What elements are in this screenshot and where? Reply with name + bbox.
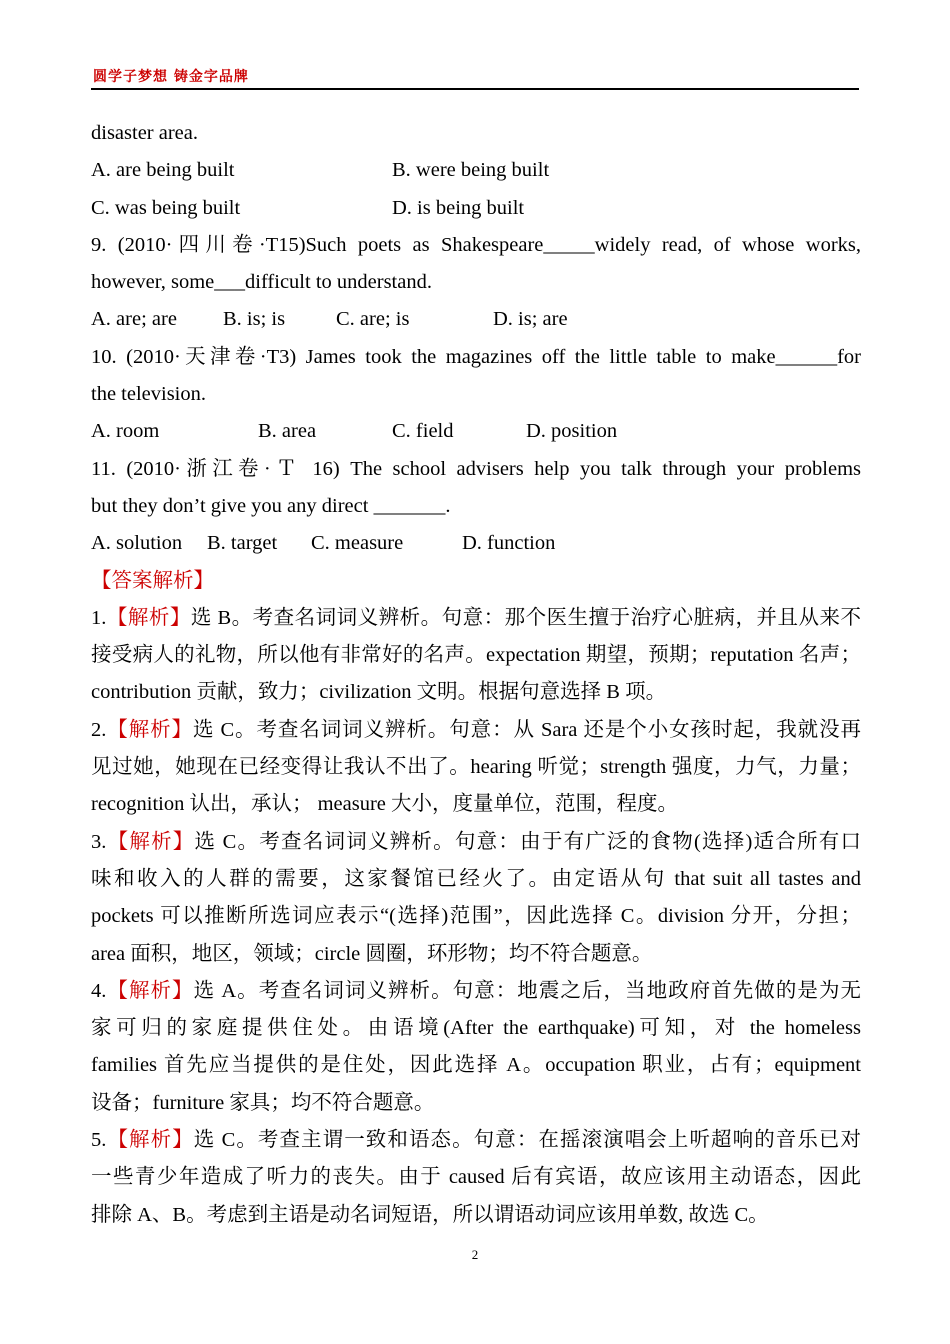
q11-options <box>91 525 861 562</box>
answer-5-text: 选 C。考查主谓一致和语态。句意：在摇滚演唱会上听超响的音乐已对 <box>193 1129 862 1152</box>
answer-3-line-4: area 面积，地区，领域；circle 圆圈，环形物；均不符合题意。 <box>91 942 653 965</box>
q8-option-d: D. is being built <box>392 196 525 219</box>
q9-option-b: B. is; is <box>223 308 286 331</box>
answer-5-tag: 【解析】 <box>106 1129 194 1152</box>
q11-stem-line-1: 11. (2010·浙江卷·Ｔ 16) The school advisers help you talk through your problems <box>91 457 861 480</box>
q8-continuation: disaster area. <box>91 122 198 144</box>
q10-option-d: D. position <box>526 420 618 443</box>
q8-option-c: C. was being built <box>91 196 241 219</box>
answer-1-text: 选 B。考查名词词义辨析。句意：那个医生擅于治疗心脏病，并且从来不 <box>190 606 862 629</box>
answer-3-line-3: pockets 可以推断所选词应表示“(选择)范围”，因此选择 C。division 分开，分担； <box>91 905 861 928</box>
q9-stem-line-1: 9. (2010·四川卷·T15)Such poets as Shakespeare_____widely read, of whose works, <box>91 233 861 256</box>
answer-3-number: 3. <box>91 830 107 853</box>
q8-option-a: A. are being built <box>91 159 235 182</box>
answer-3-line-2: 味和收入的人群的需要，这家餐馆已经火了。由定语从句 that suit all tastes and <box>91 867 861 890</box>
answer-3-tag: 【解析】 <box>106 830 195 853</box>
answer-section-title: 【答案解析】 <box>91 569 214 592</box>
q9-stem-line-2: however, some___difficult to understand. <box>91 271 432 294</box>
q10-options <box>91 413 861 450</box>
answer-5-number: 5. <box>91 1129 107 1152</box>
answer-1-line-1 <box>91 600 861 637</box>
q11-stem-line-2: but they don’t give you any direct _______. <box>91 494 451 517</box>
answer-2-tag: 【解析】 <box>106 718 193 741</box>
q10-stem-line-2: the television. <box>91 383 207 406</box>
answer-4-number: 4. <box>91 979 107 1002</box>
answer-3-line-1 <box>91 824 861 861</box>
q9-options <box>91 301 861 338</box>
q10-option-a: A. room <box>91 420 160 443</box>
answer-3-text: 选 C。考查名词词义辨析。句意：由于有广泛的食物(选择)适合所有口 <box>194 830 861 853</box>
answer-4-line-4: 设备；furniture 家具；均不符合题意。 <box>91 1091 435 1114</box>
answer-2-line-3: recognition 认出，承认； measure 大小，度量单位，范围，程度。 <box>91 793 679 816</box>
answer-5-line-1 <box>91 1122 861 1159</box>
q11-option-b: B. target <box>207 532 278 555</box>
answer-1-tag: 【解析】 <box>106 606 191 629</box>
answer-1-number: 1. <box>91 606 107 629</box>
page-number: 2 <box>471 1247 479 1262</box>
answer-4-text: 选 A。考查名词词义辨析。句意：地震之后，当地政府首先做的是为无 <box>193 979 861 1002</box>
answer-5-line-2: 一些青少年造成了听力的丧失。由于 caused 后有宾语，故应该用主动语态，因此 <box>91 1166 861 1189</box>
answer-2-line-1 <box>91 712 861 749</box>
q9-option-c: C. are; is <box>336 308 410 331</box>
page-content <box>91 115 861 1234</box>
q9-option-d: D. is; are <box>493 308 568 331</box>
page-header <box>91 66 859 90</box>
answer-4-line-1 <box>91 973 861 1010</box>
header-brand: 圆学子梦想 铸金字品牌 <box>93 69 249 85</box>
answer-1-line-3: contribution 贡献，致力；civilization 文明。根据句意选择 B 项。 <box>91 681 667 704</box>
answer-2-line-2: 见过她，她现在已经变得让我认不出了。hearing 听觉；strength 强度，力气，力量； <box>91 756 861 779</box>
q9-option-a: A. are; are <box>91 308 177 331</box>
answer-4-tag: 【解析】 <box>106 979 194 1002</box>
q10-option-b: B. area <box>258 420 317 443</box>
q10-option-c: C. field <box>392 420 454 443</box>
q11-option-a: A. solution <box>91 532 183 555</box>
q11-option-d: D. function <box>462 532 556 555</box>
q10-stem-line-1: 10. (2010·天津卷·T3) James took the magazines off the little table to make______for <box>91 345 861 368</box>
answer-5-line-3: 排除 A、B。考虑到主语是动名词短语，所以谓语动词应该用单数, 故选 C。 <box>91 1203 769 1226</box>
q8-option-b: B. were being built <box>392 159 550 182</box>
answer-4-line-3: families 首先应当提供的是住处，因此选择 A。occupation 职业，占有；equipment <box>91 1054 861 1077</box>
q8-options-row-1 <box>91 152 861 189</box>
answer-2-number: 2. <box>91 718 107 741</box>
q8-options-row-2 <box>91 190 861 227</box>
answer-4-line-2: 家可归的家庭提供住处。由语境(After the earthquake)可知，对 the homeless <box>91 1017 861 1040</box>
q11-option-c: C. measure <box>311 532 404 555</box>
answer-1-line-2: 接受病人的礼物，所以他有非常好的名声。expectation 期望，预期；reputation 名声； <box>91 644 861 667</box>
answer-2-text: 选 C。考查名词词义辨析。句意：从 Sara 还是个小女孩时起，我就没再 <box>192 718 861 741</box>
